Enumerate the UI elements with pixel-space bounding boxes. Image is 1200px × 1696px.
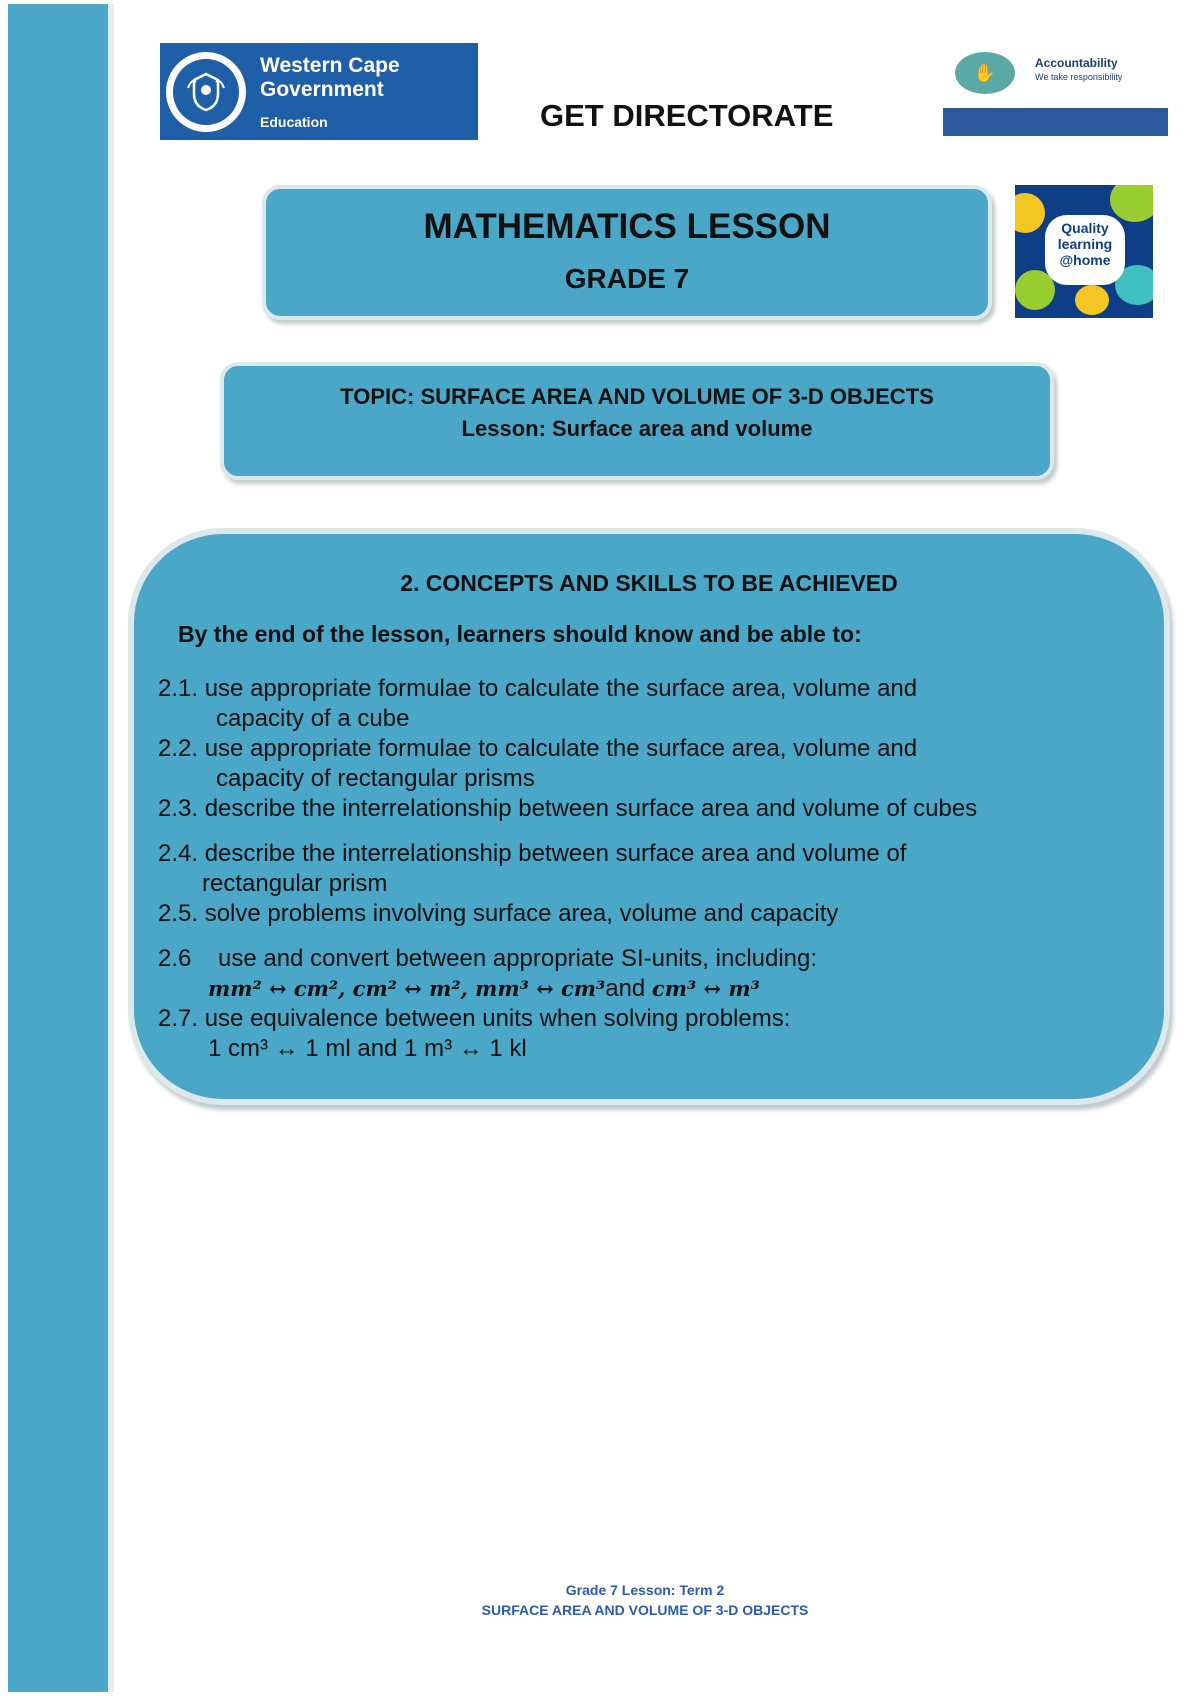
topic-heading: TOPIC: SURFACE AREA AND VOLUME OF 3-D OBJECTS [340,384,934,409]
concepts-intro: By the end of the lesson, learners should know and be able to: [178,621,862,647]
objective-2-6: 2.6 use and convert between appropriate SI-units, including: mm² ↔ cm², cm² ↔ m², mm³ ↔ cm³and cm³ ↔ m³ [158,945,818,1002]
hand-sign-icon: ✋ [955,52,1015,94]
western-cape-logo [160,43,478,140]
side-bar [8,4,114,1692]
directorate-title: GET DIRECTORATE [540,98,834,133]
concepts-heading: 2. CONCEPTS AND SKILLS TO BE ACHIEVED [400,570,898,596]
accountability-badge [943,48,1168,136]
topic-lesson: Lesson: Surface area and volume [461,416,813,441]
lesson-grade: GRADE 7 [564,263,690,294]
page-footer: Grade 7 Lesson: Term 2 SURFACE AREA AND VOLUME OF 3-D OBJECTS [481,1582,809,1618]
objective-2-3: 2.3. describe the interrelationship between surface area and volume of cubes [158,795,978,822]
objective-2-1: 2.1. use appropriate formulae to calculate the surface area, volume and capacity of a cube [158,675,918,732]
logo-dept: Education [260,113,328,130]
si-unit-conversions: mm² ↔ cm², cm² ↔ m², mm³ ↔ cm³and cm³ ↔ m³ [208,975,760,1002]
quality-learning-text: Quality learning @home [1045,215,1125,285]
badge-title: Accountability [1035,56,1118,70]
quality-learning-badge [1015,185,1153,318]
logo-name: Western Cape Government [260,53,400,101]
lesson-title-box [262,185,992,320]
concepts-box [128,528,1170,1105]
badge-subtitle: We take responsibility [1035,72,1123,82]
lesson-title: MATHEMATICS LESSON [423,207,831,246]
objective-2-5: 2.5. solve problems involving surface area, volume and capacity [158,900,839,927]
topic-box [220,362,1054,480]
objective-2-7: 2.7. use equivalence between units when solving problems: 1 cm³ ↔ 1 ml and 1 m³ ↔ 1 kl [158,1005,791,1062]
objective-2-2: 2.2. use appropriate formulae to calculate the surface area, volume and capacity of rectangular prisms [158,735,918,792]
coat-of-arms-icon [166,52,246,132]
badge-strip [943,108,1168,136]
objective-2-4: 2.4. describe the interrelationship between surface area and volume of rectangular prism [158,840,907,897]
